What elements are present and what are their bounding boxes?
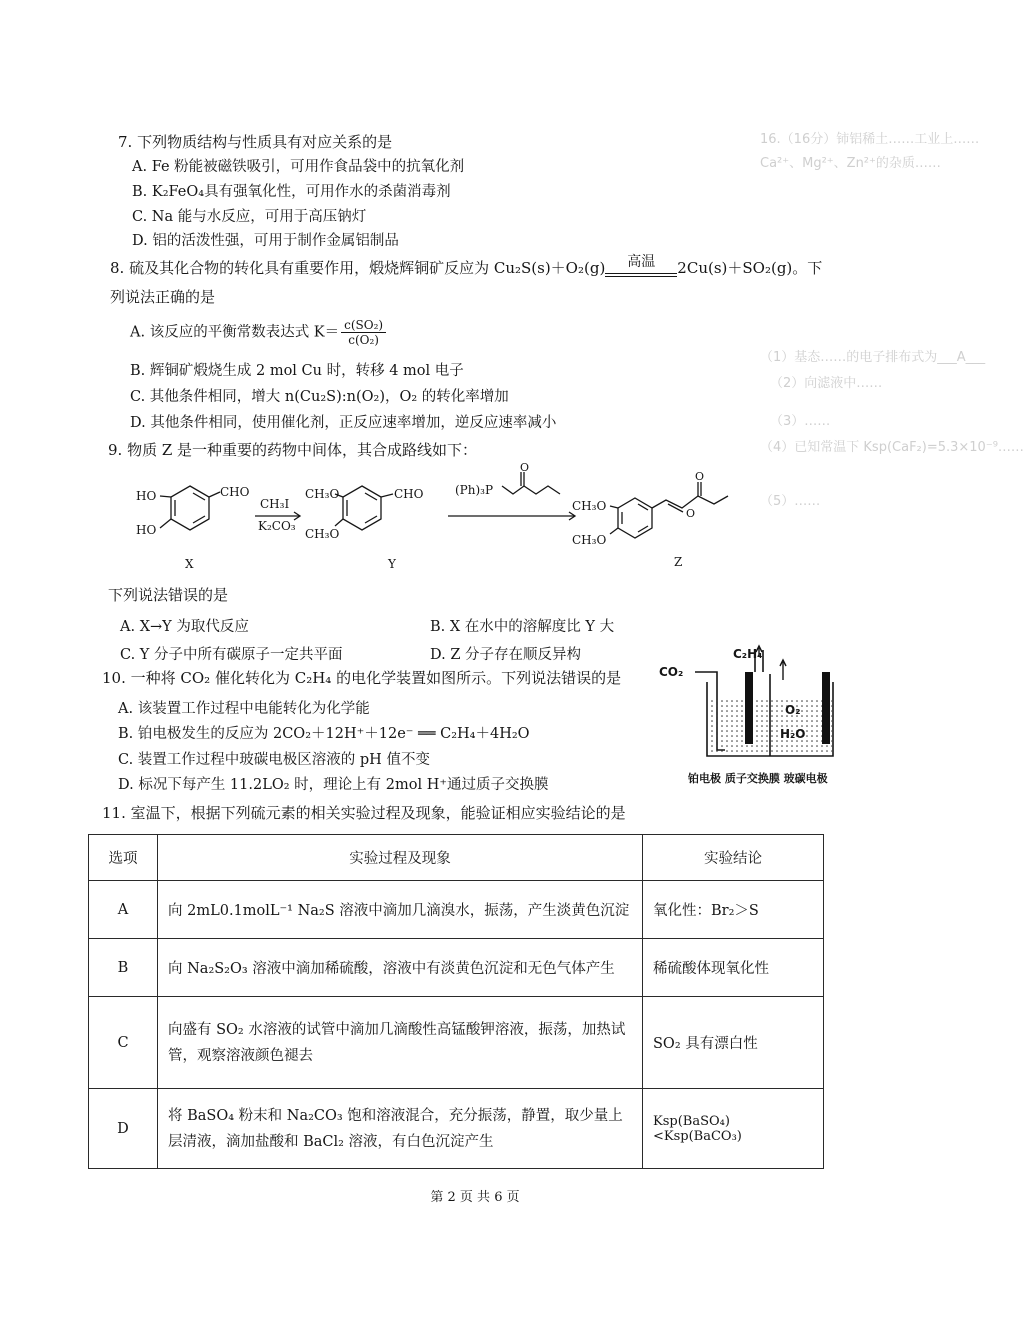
fraction-denominator: c(O₂) — [348, 333, 379, 347]
glassy-carbon-electrode — [822, 672, 830, 744]
fraction-numerator: c(SO₂) — [341, 318, 386, 333]
electrochemical-cell-diagram — [655, 644, 850, 792]
ylide-oxygen: O — [520, 461, 530, 474]
q10-option-d: D. 标况下每产生 11.2LO₂ 时，理论上有 2mol H⁺通过质子交换膜 — [118, 777, 549, 793]
row-conclusion: 稀硫酸体现氧化性 — [643, 939, 824, 997]
bleed-line: （4）已知常温下 Ksp(CaF₂)=5.3×10⁻⁹…… — [760, 440, 1024, 455]
compound-label-z: Z — [674, 555, 683, 569]
co2-label: CO₂ — [659, 665, 684, 679]
q8-stem-line2: 列说法正确的是 — [110, 288, 216, 306]
z-methoxy-label: CH₃O — [572, 533, 607, 547]
table-row — [89, 997, 824, 1089]
table-row — [89, 881, 824, 939]
q9-stem: 9. 物质 Z 是一种重要的药物中间体，其合成路线如下： — [108, 441, 478, 459]
q10-option-a: A. 该装置工作过程中电能转化为化学能 — [118, 701, 370, 717]
q9-stem2: 下列说法错误的是 — [108, 586, 229, 604]
q7-option-b: B. K₂FeO₄具有强氧化性，可用作水的杀菌消毒剂 — [132, 184, 451, 200]
reagent-ch3i: CH₃I — [260, 497, 290, 511]
bleed-line: Ca²⁺、Mg²⁺、Zn²⁺的杂质…… — [760, 156, 941, 171]
row-conclusion: Ksp(BaSO₄)<Ksp(BaCO₃) — [643, 1089, 824, 1169]
row-conclusion: 氧化性：Br₂＞S — [643, 881, 824, 939]
electrolyte-solution — [708, 700, 832, 755]
equilibrium-fraction — [341, 318, 386, 347]
bleed-line: （1）基态……的电子排布式为___A___ — [760, 350, 986, 365]
platinum-electrode — [745, 672, 753, 744]
table-row — [89, 1089, 824, 1169]
x-hydroxyl-label: HO — [136, 523, 157, 537]
row-option: D — [89, 1089, 158, 1169]
page-footer: 第 2 页 共 6 页 — [430, 1190, 520, 1205]
q8-option-d: D. 其他条件相同，使用催化剂，正反应速率增加，逆反应速率减小 — [130, 415, 557, 431]
reagent-k2co3: K₂CO₃ — [258, 519, 296, 533]
row-procedure: 向 Na₂S₂O₃ 溶液中滴加稀硫酸，溶液中有淡黄色沉淀和无色气体产生 — [158, 939, 643, 997]
q10-stem: 10. 一种将 CO₂ 催化转化为 C₂H₄ 的电化学装置如图所示。下列说法错误的是 — [102, 669, 622, 687]
q8-stem — [110, 254, 823, 278]
q9-option-d: D. Z 分子存在顺反异构 — [430, 647, 582, 663]
q7-option-d: D. 铝的活泼性强，可用于制作金属铝制品 — [132, 233, 399, 249]
q8-option-c: C. 其他条件相同，增大 n(Cu₂S):n(O₂)，O₂ 的转化率增加 — [130, 389, 509, 405]
q8-option-a-text: A. 该反应的平衡常数表达式 K＝ — [130, 324, 340, 341]
q9-option-a: A. X→Y 为取代反应 — [120, 619, 249, 635]
header-procedure: 实验过程及现象 — [158, 835, 643, 881]
bleed-line: （2）向滤液中…… — [770, 376, 883, 391]
o2-label: O₂ — [785, 703, 801, 717]
diagram-caption: 铂电极 质子交换膜 玻碳电极 — [688, 772, 828, 785]
q8-stem-post: 2Cu(s)＋SO₂(g)。下 — [677, 259, 823, 277]
header-conclusion: 实验结论 — [643, 835, 824, 881]
ester-oxygen: O — [686, 507, 696, 520]
bleed-line: 16.（16分）铈铝稀土……工业上…… — [760, 132, 980, 147]
table-header-row — [89, 835, 824, 881]
z-methoxy-label: CH₃O — [572, 499, 607, 513]
h2o-label: H₂O — [780, 727, 806, 741]
q10-option-b: B. 铂电极发生的反应为 2CO₂＋12H⁺＋12e⁻ ══ C₂H₄＋4H₂O — [118, 726, 530, 742]
synthesis-scheme — [100, 461, 740, 578]
q7-option-a: A. Fe 粉能被磁铁吸引，可用作食品袋中的抗氧化剂 — [132, 159, 465, 175]
row-option: C — [89, 997, 158, 1089]
compound-label-x: X — [185, 557, 194, 571]
q9-option-b: B. X 在水中的溶解度比 Y 大 — [430, 619, 615, 635]
q9-option-c: C. Y 分子中所有碳原子一定共平面 — [120, 647, 343, 663]
row-option: B — [89, 939, 158, 997]
bleed-line: （3）…… — [770, 414, 831, 429]
reaction-condition-arrow — [605, 254, 677, 278]
q8-option-a — [130, 318, 386, 347]
x-aldehyde-label: CHO — [220, 485, 250, 499]
q7-stem: 7. 下列物质结构与性质具有对应关系的是 — [118, 133, 393, 151]
bleed-line: （5）…… — [760, 494, 821, 509]
x-hydroxyl-label: HO — [136, 489, 157, 503]
row-procedure: 将 BaSO₄ 粉末和 Na₂CO₃ 饱和溶液混合，充分振荡，静置，取少量上层清液，滴加盐酸和 BaCl₂ 溶液，有白色沉淀产生 — [158, 1089, 643, 1169]
header-option: 选项 — [89, 835, 158, 881]
row-procedure: 向 2mL0.1molL⁻¹ Na₂S 溶液中滴加几滴溴水，振荡，产生淡黄色沉淀 — [158, 881, 643, 939]
row-conclusion: SO₂ 具有漂白性 — [643, 997, 824, 1089]
c2h4-label: C₂H₄ — [733, 647, 763, 661]
table-row — [89, 939, 824, 997]
q10-option-c: C. 装置工作过程中玻碳电极区溶液的 pH 值不变 — [118, 752, 430, 768]
compound-label-y: Y — [388, 557, 396, 571]
y-methoxy-label: CH₃O — [305, 487, 340, 501]
y-aldehyde-label: CHO — [394, 487, 424, 501]
experiment-table — [88, 834, 824, 1169]
y-methoxy-label: CH₃O — [305, 527, 340, 541]
condition-label: 高温 — [627, 254, 656, 270]
row-procedure: 向盛有 SO₂ 水溶液的试管中滴加几滴酸性高锰酸钾溶液，振荡，加热试管，观察溶液颜色褪去 — [158, 997, 643, 1089]
row-option: A — [89, 881, 158, 939]
q11-stem: 11. 室温下，根据下列硫元素的相关实验过程及现象，能验证相应实验结论的是 — [102, 804, 626, 822]
q7-option-c: C. Na 能与水反应，可用于高压钠灯 — [132, 209, 367, 225]
q8-stem-pre: 8. 硫及其化合物的转化具有重要作用，煅烧辉铜矿反应为 Cu₂S(s)＋O₂(g) — [110, 259, 606, 277]
q8-option-b: B. 辉铜矿煅烧生成 2 mol Cu 时，转移 4 mol 电子 — [130, 363, 464, 379]
ester-oxygen: O — [695, 470, 705, 483]
reagent-ylide: (Ph)₃P — [455, 483, 494, 497]
